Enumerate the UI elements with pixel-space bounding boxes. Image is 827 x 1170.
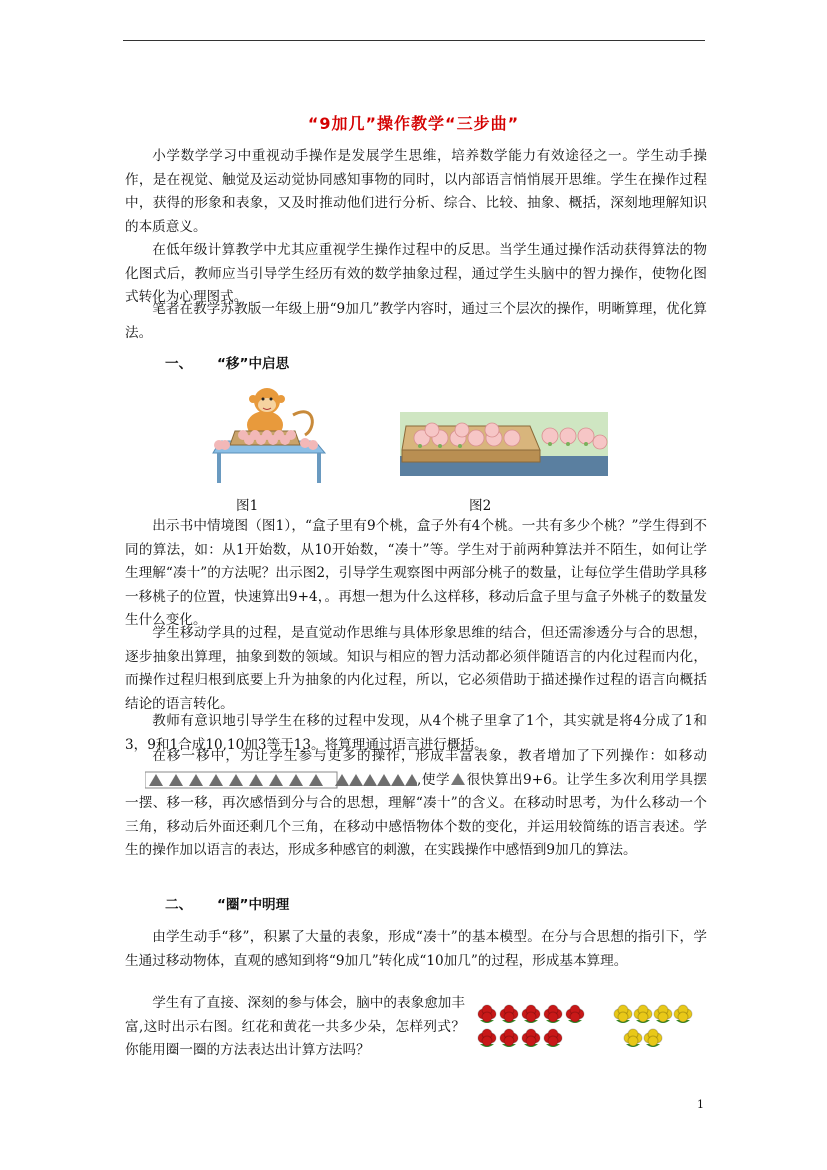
paragraph-abstraction: 学生移动学具的过程，是直觉动作思维与具体形象思维的结合，但还需渗透分与合的思想，逐步抽象出算理，抽象到数的领域。知识与相应的智力活动都必须伴随语言的内化过程而内化，而操作过程归根到底要上升为抽象的内化过程，所以，它必须借助于描述操作过程的语言向概括结论的语言转化。: [125, 625, 707, 712]
red-flower: [544, 1005, 562, 1023]
triangle-strip-figure: [145, 770, 417, 790]
paragraph-text-end: 很快算出9+6。让学生多次利用学具摆一摆、移一移，再次感悟到分与合的思想，理解“凑十”的含义。在移动时思考，为什么移动一个三角，移动后外面还剩几个三角，在移动中感悟物体个数的变化，并运用较简练的语言表述。学生的操作加以语言的表达，形成多种感官的刺激，在实践操作中感悟到9加几的算法。: [125, 771, 707, 858]
yellow-flower: [674, 1005, 692, 1023]
paragraph-circle-model: 由学生动手“移”，积累了大量的表象，形成“凑十”的基本模型。在分与合思想的指引下，学生通过移动物体，直观的感知到将“9加几”转化成“10加几”的过程，形成基本算理。: [125, 929, 707, 969]
red-flowers: [478, 1005, 584, 1047]
red-flower: [478, 1005, 496, 1023]
triangle-outside: [405, 774, 417, 786]
triangle-outside: [363, 774, 377, 786]
paragraph-guidance: 教师有意识地引导学生在移的过程中发现，从4个桃子里拿了1个，其实就是将4分成了1和3，9和1合成10,10加3等于13。将算理通过语言进行概括。: [125, 713, 707, 753]
paragraph-example: 出示书中情境图（图1），“盒子里有9个桃，盒子外有4个桃。一共有多少个桃？”学生得到不同的算法，如：从1开始数，从10开始数，“凑十”等。学生对于前两种算法并不陌生，如何让学生理解“凑十”的方法呢？出示图2，引导学生观察图中两部分桃子的数量，让每位学生借助学具移一移桃子的位置，快速算出9+4，。再想一想为什么这样移，移动后盒子里与盒子外桃子的数量发生什么变化。: [125, 518, 707, 628]
figure-1-monkey-peaches: [205, 383, 330, 485]
figure-2-caption: 图2: [469, 498, 492, 514]
yellow-flower: [614, 1005, 632, 1023]
header-rule: [123, 40, 705, 41]
triangle-outside: [377, 774, 391, 786]
red-flower: [566, 1005, 584, 1023]
triangles-in-box: [149, 774, 323, 786]
red-flower: [500, 1005, 518, 1023]
yellow-flower: [644, 1029, 662, 1047]
figure-2-peach-box: [400, 412, 608, 476]
paragraph-text-mid: ,使学: [417, 771, 451, 788]
page-title: “9加几”操作教学“三步曲”: [307, 114, 520, 133]
section-heading-1: [165, 352, 289, 372]
red-flower: [522, 1029, 540, 1047]
figure-1-caption: 图1: [236, 498, 259, 514]
yellow-flower: [634, 1005, 652, 1023]
paragraph-approach: 笔者在教学苏教版一年级上册“9加几”教学内容时，通过三个层次的操作，明晰算理，优化算法。: [125, 301, 707, 341]
paragraph-triangle-operation: [125, 745, 707, 863]
paragraph-reflection: 在低年级计算教学中尤其应重视学生操作过程中的反思。当学生通过操作活动获得算法的物化图式后，教师应当引导学生经历有效的数学抽象过程，通过学生头脑中的智力操作，使物化图式转化为心理图式。: [125, 242, 707, 305]
red-flower: [522, 1005, 540, 1023]
section-label: “圈”中明理: [217, 897, 290, 913]
yellow-flower: [654, 1005, 672, 1023]
yellow-flower: [624, 1029, 642, 1047]
red-flower: [544, 1029, 562, 1047]
red-flower: [478, 1029, 496, 1047]
triangles-outside: [335, 774, 417, 786]
paragraph-text-start: 在移一移中，为让学生参与更多的操作，形成丰富表象，教者增加了下列操作：如移动: [152, 748, 707, 764]
section-heading-2: [165, 893, 289, 913]
section-number: 一、: [165, 356, 193, 372]
paragraph-flowers-question: 学生有了直接、深刻的参与体会，脑中的表象愈加丰富,这时出示右图。红花和黄花一共多少朵，怎样列式？你能用圈一圈的方法表达出计算方法吗？: [125, 995, 465, 1058]
section-label: “移”中启思: [217, 356, 290, 372]
triangle-icon: [451, 773, 465, 785]
figure-red-yellow-flowers: [475, 1000, 711, 1052]
paragraph-intro: 小学数学学习中重视动手操作是发展学生思维，培养数学能力有效途径之一。学生动手操作，是在视觉、触觉及运动觉协同感知事物的同时，以内部语言悄悄展开思维。学生在操作过程中，获得的形象和表象，又及时推动他们进行分析、综合、比较、抽象、概括，深刻地理解知识的本质意义。: [125, 148, 707, 235]
yellow-flowers: [614, 1005, 692, 1047]
section-number: 二、: [165, 897, 193, 913]
red-flower: [500, 1029, 518, 1047]
triangle-outside: [391, 774, 405, 786]
triangle-outside: [349, 774, 363, 786]
page-number: 1: [697, 1098, 704, 1111]
